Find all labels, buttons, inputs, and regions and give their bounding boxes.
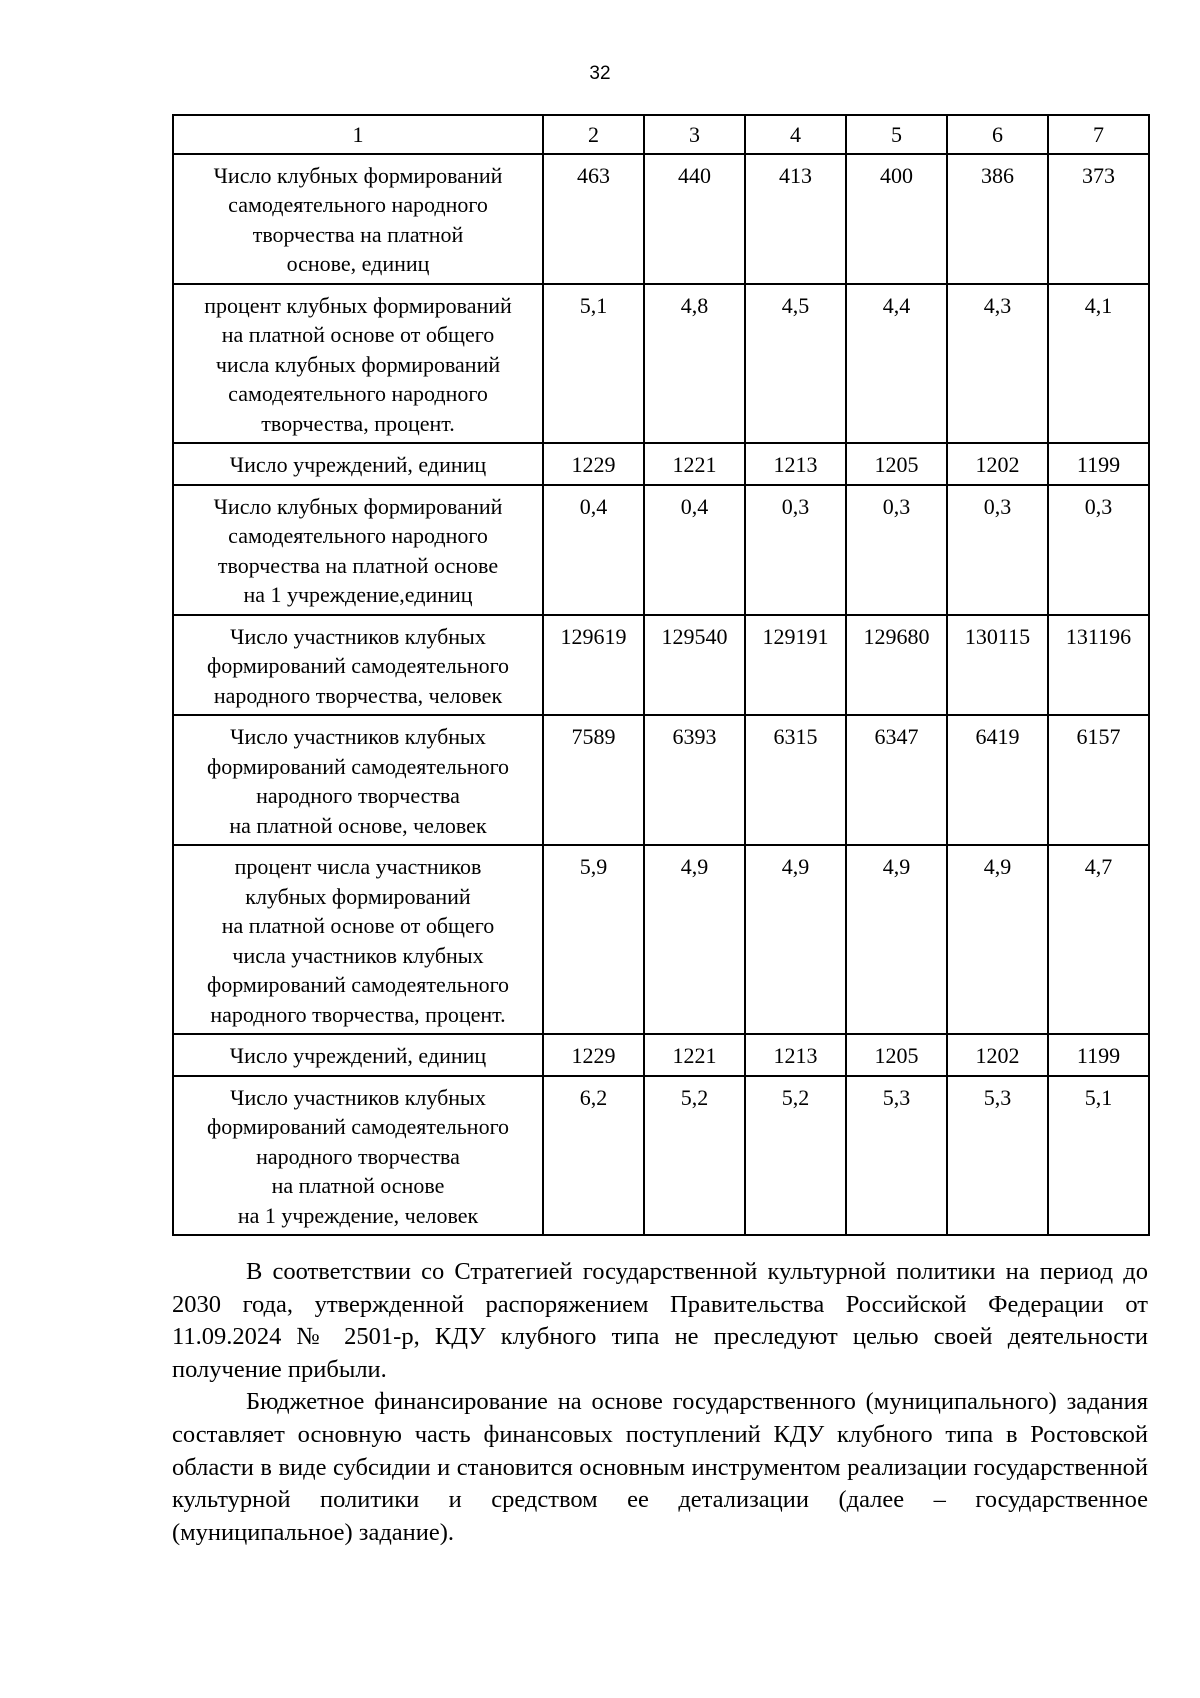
value-cell: 4,8 [644, 284, 745, 444]
value-cell: 0,3 [1048, 485, 1149, 615]
header-cell: 2 [543, 115, 644, 154]
header-cell: 6 [947, 115, 1048, 154]
value-cell: 4,7 [1048, 845, 1149, 1034]
value-cell: 5,9 [543, 845, 644, 1034]
header-cell: 5 [846, 115, 947, 154]
value-cell: 6419 [947, 715, 1048, 845]
page-number: 32 [589, 63, 611, 84]
value-cell: 6393 [644, 715, 745, 845]
table-row [173, 485, 1149, 615]
value-cell: 0,3 [745, 485, 846, 615]
value-cell: 1221 [644, 443, 745, 485]
value-cell: 5,3 [846, 1076, 947, 1236]
value-cell: 6157 [1048, 715, 1149, 845]
row-label: Число участников клубных формирований самодеятельного народного творчества на платной основе, человек [173, 715, 543, 845]
value-cell: 4,9 [745, 845, 846, 1034]
value-cell: 5,2 [745, 1076, 846, 1236]
value-cell: 386 [947, 154, 1048, 284]
value-cell: 5,1 [543, 284, 644, 444]
value-cell: 6,2 [543, 1076, 644, 1236]
header-cell: 3 [644, 115, 745, 154]
row-label: Число участников клубных формирований самодеятельного народного творчества на платной основе на 1 учреждение, человек [173, 1076, 543, 1236]
value-cell: 0,3 [846, 485, 947, 615]
header-cell: 1 [173, 115, 543, 154]
value-cell: 7589 [543, 715, 644, 845]
value-cell: 6315 [745, 715, 846, 845]
value-cell: 129191 [745, 615, 846, 716]
value-cell: 400 [846, 154, 947, 284]
value-cell: 1221 [644, 1034, 745, 1076]
paragraph: В соответствии со Стратегией государственной культурной политики на период до 2030 года, утвержденной распоряжением Правительства Российской Федерации от 11.09.2024 № 2501-р, КДУ клубного типа не преследуют целью своей деятельности получение прибыли. [172, 1258, 1148, 1383]
value-cell: 4,9 [947, 845, 1048, 1034]
value-cell: 4,5 [745, 284, 846, 444]
value-cell: 4,9 [846, 845, 947, 1034]
value-cell: 4,9 [644, 845, 745, 1034]
row-label: процент клубных формирований на платной основе от общего числа клубных формирований самодеятельного народного творчества, процент. [173, 284, 543, 444]
table-row [173, 1034, 1149, 1076]
row-label: Число клубных формирований самодеятельного народного творчества на платной основе на 1 учреждение,единиц [173, 485, 543, 615]
header-cell: 7 [1048, 115, 1149, 154]
table-row [173, 284, 1149, 444]
value-cell: 1199 [1048, 1034, 1149, 1076]
value-cell: 131196 [1048, 615, 1149, 716]
value-cell: 129619 [543, 615, 644, 716]
value-cell: 4,4 [846, 284, 947, 444]
value-cell: 1205 [846, 1034, 947, 1076]
value-cell: 5,1 [1048, 1076, 1149, 1236]
row-label: Число учреждений, единиц [173, 1034, 543, 1076]
table-row [173, 1076, 1149, 1236]
value-cell: 1205 [846, 443, 947, 485]
table-row [173, 615, 1149, 716]
value-cell: 129680 [846, 615, 947, 716]
row-label: Число учреждений, единиц [173, 443, 543, 485]
value-cell: 1202 [947, 443, 1048, 485]
table-body [173, 115, 1149, 1235]
value-cell: 5,3 [947, 1076, 1048, 1236]
row-label: Число клубных формирований самодеятельного народного творчества на платной основе, единиц [173, 154, 543, 284]
value-cell: 4,1 [1048, 284, 1149, 444]
paragraph: Бюджетное финансирование на основе государственного (муниципального) задания составляет основную часть финансовых поступлений КДУ клубного типа в Ростовской области в виде субсидии и становится основным инструментом реализации государственной культурной политики и средством ее детализации (далее – государственное (муниципальное) задание). [172, 1388, 1148, 1546]
value-cell: 440 [644, 154, 745, 284]
value-cell: 1229 [543, 443, 644, 485]
value-cell: 1202 [947, 1034, 1048, 1076]
statistics-table [172, 114, 1150, 1236]
value-cell: 1199 [1048, 443, 1149, 485]
row-label: Число участников клубных формирований самодеятельного народного творчества, человек [173, 615, 543, 716]
row-label: процент числа участников клубных формирований на платной основе от общего числа участников клубных формирований самодеятельного народного творчества, процент. [173, 845, 543, 1034]
header-cell: 4 [745, 115, 846, 154]
body-text [172, 1256, 1148, 1549]
value-cell: 130115 [947, 615, 1048, 716]
value-cell: 1229 [543, 1034, 644, 1076]
table-row [173, 443, 1149, 485]
table-row [173, 715, 1149, 845]
table-header-row [173, 115, 1149, 154]
value-cell: 373 [1048, 154, 1149, 284]
value-cell: 6347 [846, 715, 947, 845]
value-cell: 1213 [745, 443, 846, 485]
table-row [173, 154, 1149, 284]
value-cell: 4,3 [947, 284, 1048, 444]
value-cell: 5,2 [644, 1076, 745, 1236]
value-cell: 0,4 [543, 485, 644, 615]
value-cell: 463 [543, 154, 644, 284]
value-cell: 0,3 [947, 485, 1048, 615]
value-cell: 129540 [644, 615, 745, 716]
value-cell: 413 [745, 154, 846, 284]
value-cell: 1213 [745, 1034, 846, 1076]
value-cell: 0,4 [644, 485, 745, 615]
table-row [173, 845, 1149, 1034]
